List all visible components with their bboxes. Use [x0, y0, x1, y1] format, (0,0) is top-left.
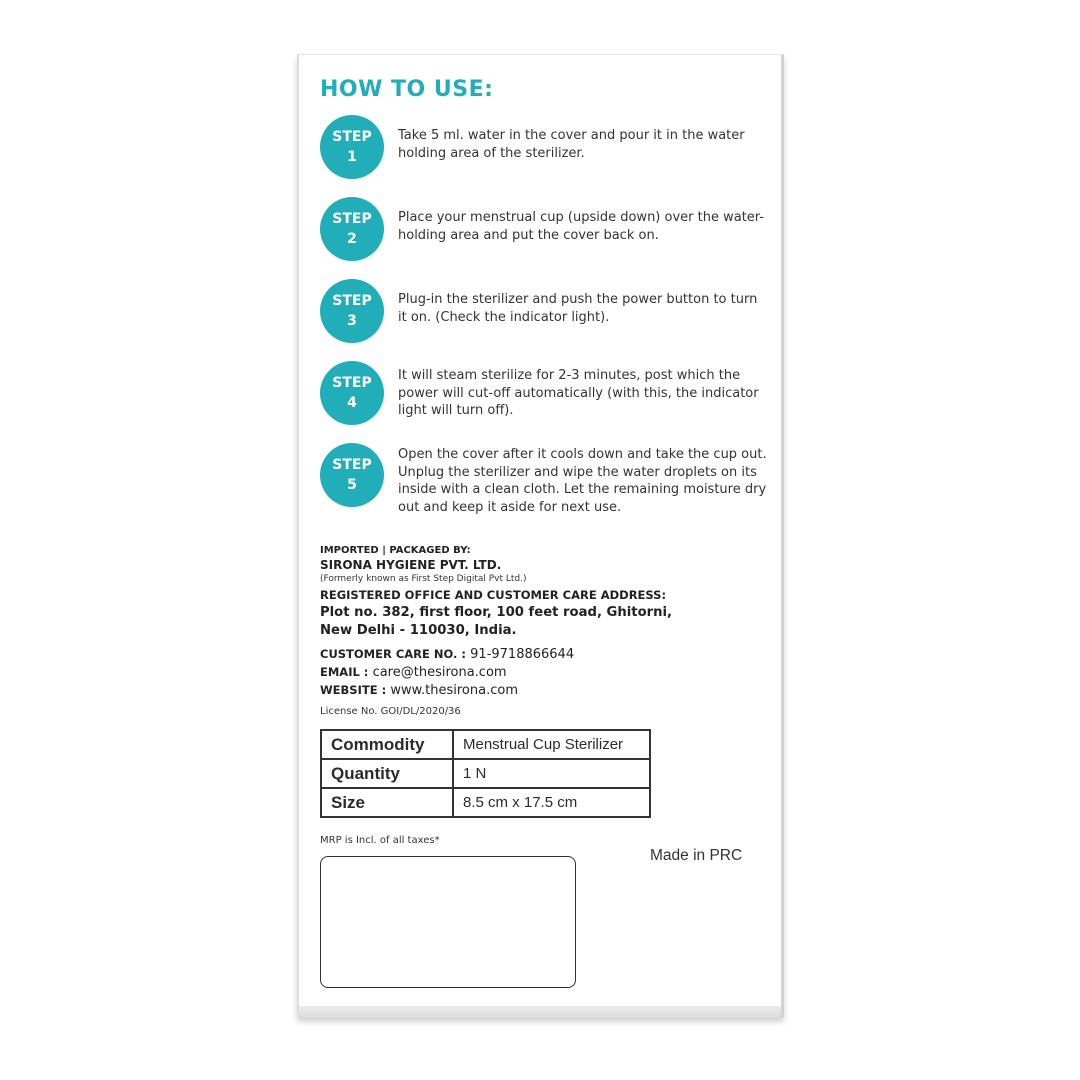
table-row: [321, 730, 650, 759]
price-sticker-area: [320, 856, 576, 988]
step-5-text: Open the cover after it cools down and take the cup out. Unplug the sterilizer and wipe the water droplets on its inside with a clean cloth. Let the remaining moisture dry out and keep it aside for next use.: [398, 447, 767, 515]
step-1-text: Take 5 ml. water in the cover and pour it in the water holding area of the sterilizer.: [398, 128, 745, 161]
step-4-badge: [320, 361, 384, 425]
step-label: STEP: [332, 457, 372, 473]
step-label: STEP: [332, 375, 372, 391]
customer-care-label: CUSTOMER CARE NO. :: [320, 647, 467, 661]
table-row: [321, 788, 650, 817]
step-number: 4: [347, 395, 357, 411]
registered-office-label: REGISTERED OFFICE AND CUSTOMER CARE ADDRESS:: [320, 588, 667, 602]
address-line-1: Plot no. 382, first floor, 100 feet road, Ghitorni,: [320, 605, 673, 620]
imported-label: IMPORTED | PACKAGED BY:: [320, 545, 471, 556]
box-bottom-edge: [299, 1006, 781, 1018]
license-number: License No. GOI/DL/2020/36: [320, 706, 461, 717]
email-label: EMAIL :: [320, 665, 369, 679]
made-in: Made in PRC: [650, 847, 743, 864]
spec-key: Quantity: [321, 759, 453, 788]
mrp-note: MRP is Incl. of all taxes*: [320, 835, 440, 846]
website: [320, 681, 518, 700]
step-1-badge: [320, 115, 384, 179]
spec-value: Menstrual Cup Sterilizer: [453, 730, 650, 759]
spec-value: 1 N: [453, 759, 650, 788]
spec-key: Size: [321, 788, 453, 817]
step-4-text: It will steam sterilize for 2-3 minutes, post which the power will cut-off automatically (with this, the indicator light will turn off).: [398, 368, 759, 418]
table-row: [321, 759, 650, 788]
step-label: STEP: [332, 129, 372, 145]
step-3-text: Plug-in the sterilizer and push the power button to turn it on. (Check the indicator light).: [398, 292, 758, 325]
spec-table: [320, 729, 651, 818]
formerly-known: (Formerly known as First Step Digital Pvt Ltd.): [320, 574, 527, 584]
step-2-text: Place your menstrual cup (upside down) over the water-holding area and put the cover back on.: [398, 210, 764, 243]
step-number: 1: [347, 149, 357, 165]
step-2-badge: [320, 197, 384, 261]
company-name: SIRONA HYGIENE PVT. LTD.: [320, 558, 502, 572]
website-label: WEBSITE :: [320, 683, 387, 697]
step-5-badge: [320, 443, 384, 507]
email-value: care@thesirona.com: [372, 665, 507, 680]
package-back-panel: [297, 54, 784, 1018]
customer-care: [320, 645, 574, 664]
address-line-2: New Delhi - 110030, India.: [320, 623, 517, 638]
spec-key: Commodity: [321, 730, 453, 759]
step-label: STEP: [332, 211, 372, 227]
step-number: 3: [347, 313, 357, 329]
email: [320, 663, 507, 682]
step-label: STEP: [332, 293, 372, 309]
how-to-use-title: HOW TO USE:: [320, 77, 494, 102]
step-number: 2: [347, 231, 357, 247]
customer-care-number: 91-9718866644: [470, 647, 575, 662]
step-number: 5: [347, 477, 357, 493]
step-3-badge: [320, 279, 384, 343]
spec-value: 8.5 cm x 17.5 cm: [453, 788, 650, 817]
website-value: www.thesirona.com: [390, 683, 518, 698]
